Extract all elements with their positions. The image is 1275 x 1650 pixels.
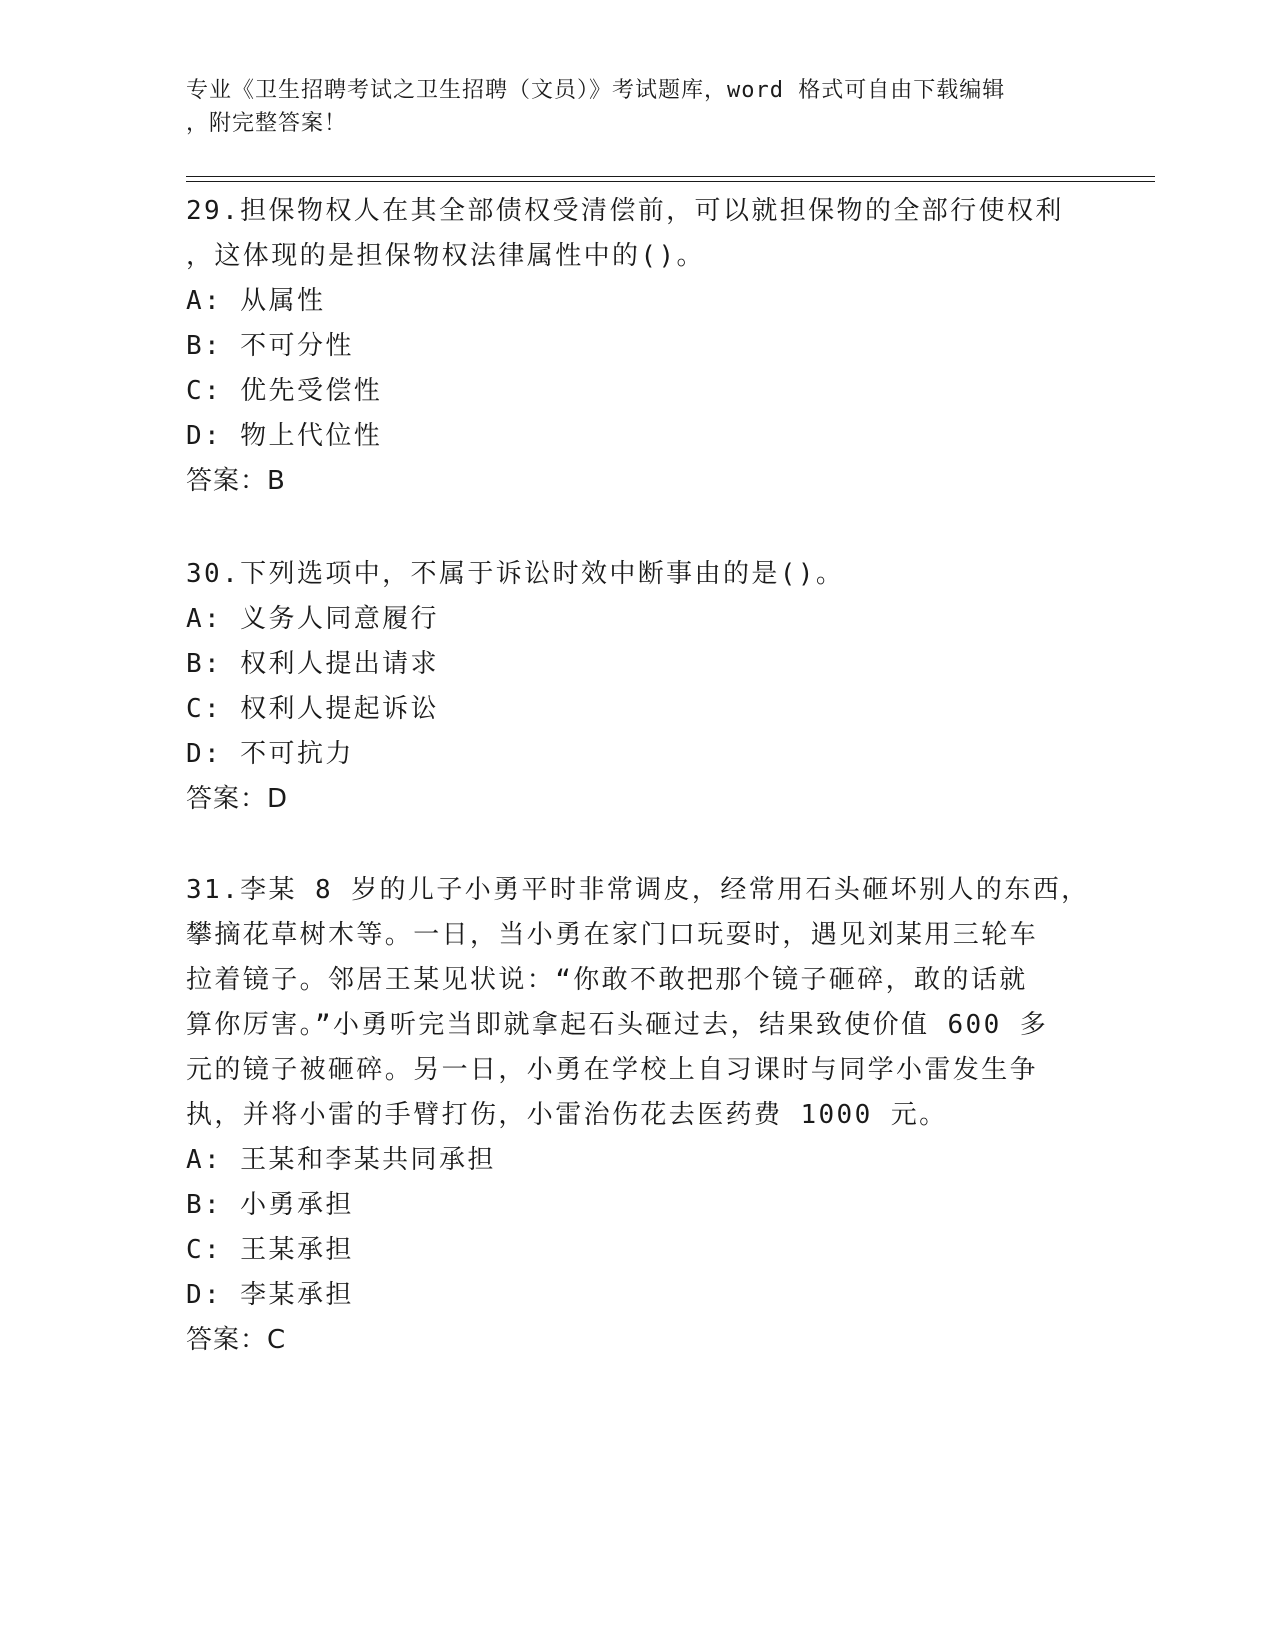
header-divider-bottom	[186, 181, 1155, 182]
question-31	[186, 868, 1090, 1363]
question-text-line: 攀摘花草树木等。一日，当小勇在家门口玩耍时，遇见刘某用三轮车	[186, 920, 1039, 950]
question-text-line: 元的镜子被砸碎。另一日，小勇在学校上自习课时与同学小雷发生争	[186, 1055, 1039, 1085]
option-b: B: 权利人提出请求	[186, 649, 439, 679]
header-line-1: 专业《卫生招聘考试之卫生招聘（文员）》考试题库，word 格式可自由下载编辑	[186, 78, 1006, 103]
option-b: B: 小勇承担	[186, 1190, 354, 1220]
question-text-line: 29.担保物权人在其全部债权受清偿前，可以就担保物的全部行使权利	[186, 196, 1064, 226]
option-a: A: 王某和李某共同承担	[186, 1145, 496, 1175]
option-d: D: 不可抗力	[186, 739, 354, 769]
option-a: A: 义务人同意履行	[186, 604, 439, 634]
option-c: C: 权利人提起诉讼	[186, 694, 439, 724]
question-text-line: 算你厉害。”小勇听完当即就拿起石头砸过去，结果致使价值 600 多	[186, 1010, 1049, 1040]
document-header	[186, 74, 1066, 140]
header-divider-top	[186, 176, 1155, 177]
header-line-2: ，附完整答案！	[186, 111, 348, 136]
question-text-line: 30.下列选项中，不属于诉讼时效中断事由的是()。	[186, 559, 845, 589]
question-text-line: 31.李某 8 岁的儿子小勇平时非常调皮，经常用石头砸坏别人的东西，	[186, 875, 1090, 905]
answer-line: 答案：C	[186, 1325, 287, 1355]
option-c: C: 王某承担	[186, 1235, 354, 1265]
question-30	[186, 552, 1066, 822]
question-29	[186, 189, 1066, 504]
question-text-line: 执，并将小雷的手臂打伤，小雷治伤花去医药费 1000 元。	[186, 1100, 948, 1130]
option-c: C: 优先受偿性	[186, 376, 383, 406]
answer-line: 答案：B	[186, 466, 286, 496]
question-text-line: ，这体现的是担保物权法律属性中的()。	[186, 241, 705, 271]
question-text-line: 拉着镜子。邻居王某见状说：“你敢不敢把那个镜子砸碎，敢的话就	[186, 965, 1028, 995]
option-a: A: 从属性	[186, 286, 326, 316]
option-b: B: 不可分性	[186, 331, 354, 361]
option-d: D: 李某承担	[186, 1280, 354, 1310]
answer-line: 答案：D	[186, 784, 289, 814]
option-d: D: 物上代位性	[186, 421, 383, 451]
